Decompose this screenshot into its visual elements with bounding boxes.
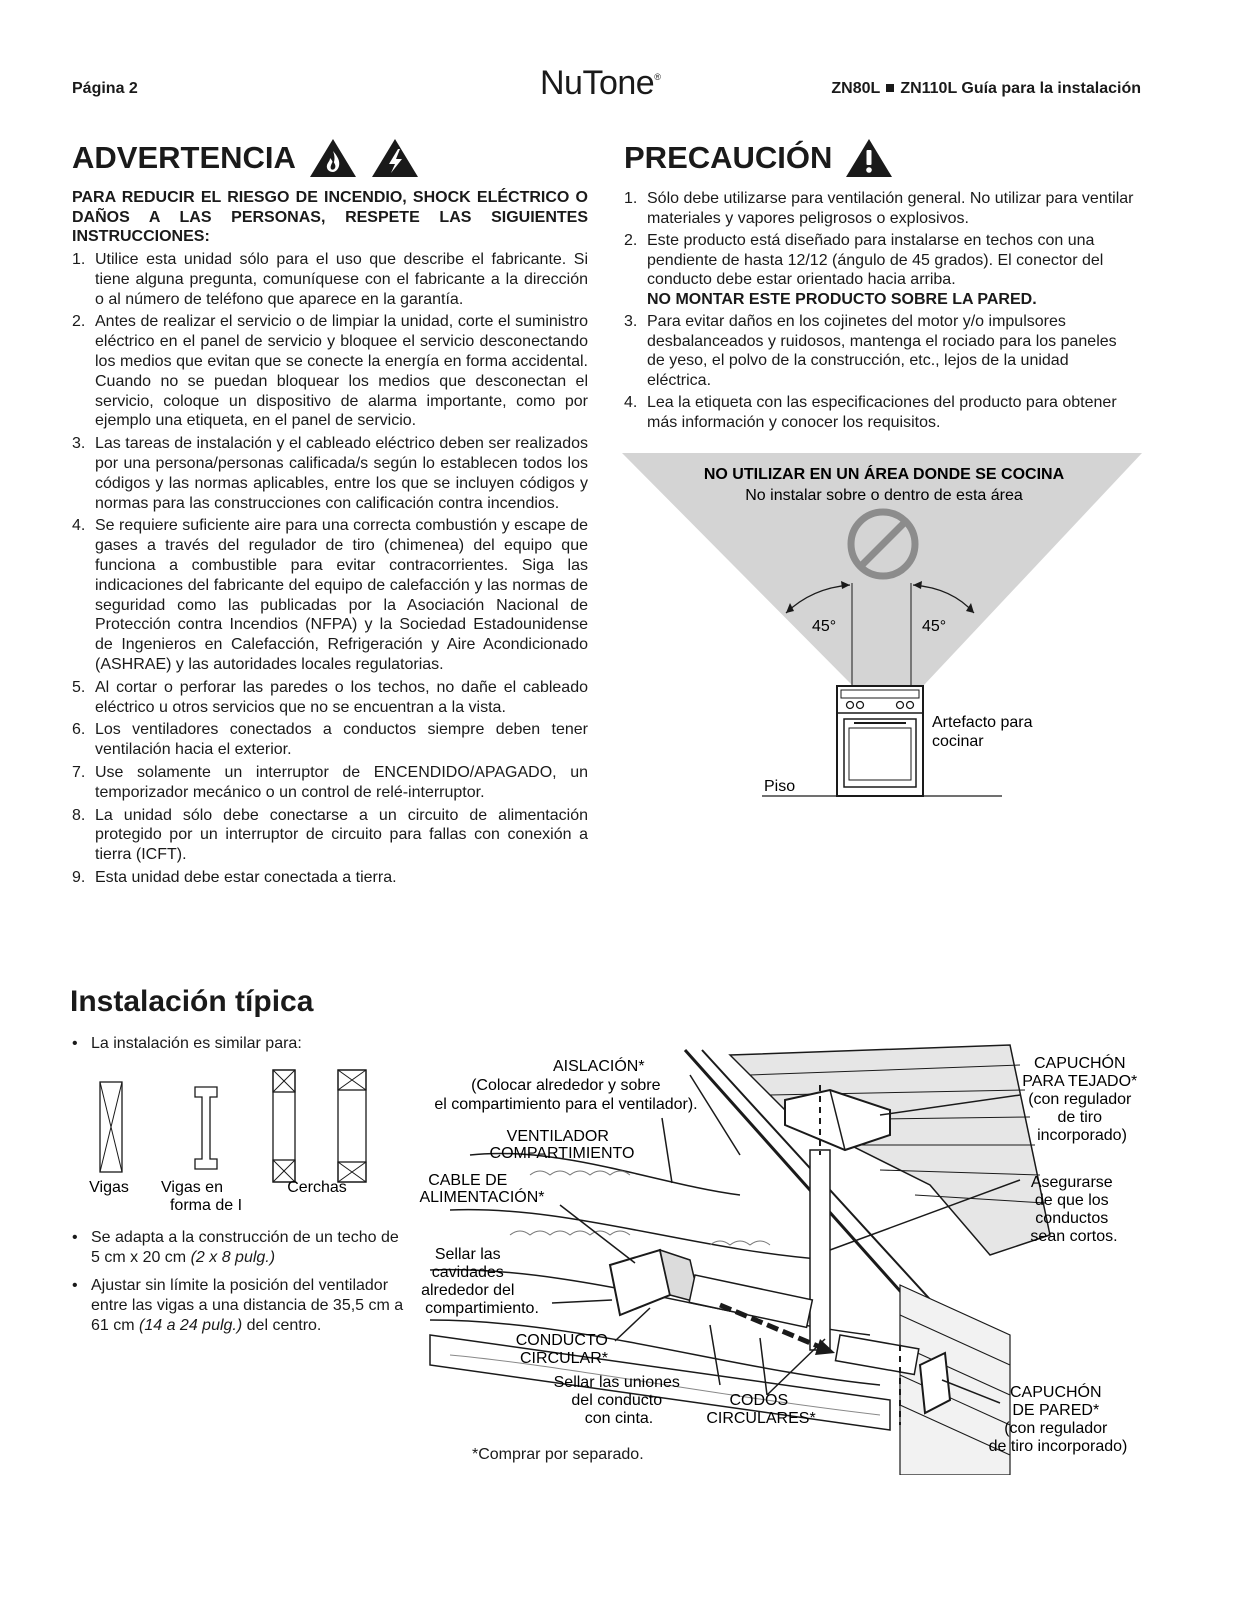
label-round-elbows: CODOS CIRCULARES* xyxy=(706,1392,816,1427)
angle-label-left: 45° xyxy=(812,618,837,635)
item-number: 6. xyxy=(72,721,86,739)
no-kitchen-diagram xyxy=(622,453,1142,803)
fire-hazard-icon xyxy=(308,137,358,179)
item-text: Los ventiladores conectados a conductos siempre deben tener ventilación hacia el exterior. xyxy=(95,721,588,759)
kitchen-title: NO UTILIZAR EN UN ÁREA DONDE SE COCINA xyxy=(703,466,1065,483)
separator-square-icon xyxy=(886,84,894,92)
bullet-italic: (14 a 24 pulg.) xyxy=(139,1316,243,1334)
item-number: 7. xyxy=(72,763,86,781)
item-bold-text: NO MONTAR ESTE PRODUCTO SOBRE LA PARED. xyxy=(647,290,1037,308)
label-wall-cap: CAPUCHÓN DE PARED* (con regulador de tiro incorporado) xyxy=(988,1384,1128,1455)
label-short-ducts: Asegurarse de que los conductos sean cortos. xyxy=(1030,1174,1118,1245)
item-number: 5. xyxy=(72,678,86,696)
electric-shock-icon xyxy=(370,137,420,179)
bullet-text-end: del centro. xyxy=(242,1316,322,1334)
warning-title: ADVERTENCIA xyxy=(72,140,296,175)
item-text: Las tareas de instalación y el cableado eléctrico deben ser realizados por una persona/personas calificada/s según lo establecen todos los códigos y las normas aplicables, entre los que se incluyen códigos y normas para las construcciones con calificación contra incendios. xyxy=(95,435,588,512)
list-item xyxy=(72,720,588,760)
list-item xyxy=(624,231,1134,309)
typical-installation-diagram xyxy=(410,1035,1150,1475)
list-item xyxy=(72,434,588,513)
item-text: La unidad sólo debe conectarse a un circuito de alimentación protegido por un interruptor de circuito para fallas con conexión a tierra (ICFT). xyxy=(95,806,588,864)
joist-label-beams: Vigas xyxy=(89,1179,129,1196)
installation-title: Instalación típica xyxy=(70,985,314,1018)
joist-label-trusses: Cerchas xyxy=(287,1179,347,1196)
bullet-position xyxy=(72,1276,411,1335)
item-number: 2. xyxy=(72,313,86,331)
item-number: 3. xyxy=(72,435,86,453)
list-item xyxy=(72,806,588,865)
list-item xyxy=(624,189,1134,228)
page-number: Página 2 xyxy=(72,80,138,97)
stove-icon xyxy=(837,686,923,796)
list-item xyxy=(72,678,588,718)
brand-logo xyxy=(540,64,660,103)
item-number: 4. xyxy=(72,517,86,535)
item-text: Se requiere suficiente aire para una correcta combustión y escape de gases a través del regulador de tiro (chimenea) del equipo que funciona a combustible para evitar contracorrientes. Siga las indicaciones del fabricante del equipo de calefacción y las normas de seguridad como las publicadas por la Asociación Nacional de Protección contra Incendios (NFPA) y la Sociedad Estadounidense de Ingenieros en Calefacción, Refrigeración y Aire Acondicionado (ASHRAE) y las autoridades locales regulatorias. xyxy=(95,517,588,673)
item-number: 8. xyxy=(72,806,86,824)
bullet-text: Ajustar sin límite la posición del ventilador entre las vigas a una distancia de 35,5 cm a 61 cm xyxy=(91,1277,404,1334)
kitchen-subtitle: No instalar sobre o dentro de esta área xyxy=(745,487,1023,504)
bullet-text: Se adapta a la construcción de un techo de 5 cm x 20 cm xyxy=(91,1229,399,1266)
list-item xyxy=(624,312,1134,390)
bullet-construction-size xyxy=(72,1228,411,1268)
item-text: Utilice esta unidad sólo para el uso que describe el fabricante. Si tiene alguna pregunta, comuníquese con el fabricante a la dirección o al número de teléfono que aparece en la garantía. xyxy=(95,251,588,308)
bullet-similar-installation: • La instalación es similar para: xyxy=(72,1034,391,1054)
angle-label-right: 45° xyxy=(922,618,947,635)
item-number: 3. xyxy=(624,313,638,330)
warning-intro: PARA REDUCIR EL RIESGO DE INCENDIO, SHOCK ELÉCTRICO O DAÑOS A LAS PERSONAS, RESPETE LAS SIGUIENTES INSTRUCCIONES: xyxy=(72,189,588,245)
list-item xyxy=(72,250,588,309)
item-text: Al cortar o perforar las paredes o los techos, no dañe el cableado eléctrico u otros servicios que no se encuentran a la vista. xyxy=(95,678,588,716)
brand-name: NuTone xyxy=(540,64,655,102)
list-item xyxy=(72,312,588,431)
model-b-title: ZN110L Guía para la instalación xyxy=(900,80,1141,97)
item-text: Para evitar daños en los cojinetes del motor y/o impulsores desbalanceados y ruidosos, mantenga el rociado para los paneles de yeso, el polvo de la construcción, etc., lejos de la unidad eléctrica. xyxy=(647,313,1117,389)
list-item xyxy=(72,763,588,803)
item-text: Lea la etiqueta con las especificaciones del producto para obtener más información y conocer los requisitos. xyxy=(647,394,1117,431)
fan-housing-icon xyxy=(610,1250,700,1315)
leader-fan-housing xyxy=(662,1118,672,1183)
document-title xyxy=(760,80,1141,98)
brand-registered-mark: ® xyxy=(654,72,661,82)
item-number: 9. xyxy=(72,868,86,886)
joist-label-ibeam-line1: Vigas en xyxy=(161,1179,223,1196)
footnote: *Comprar por separado. xyxy=(472,1446,644,1463)
caution-list xyxy=(624,189,1134,435)
model-a: ZN80L xyxy=(831,80,881,97)
floor-label: Piso xyxy=(764,778,796,795)
list-item xyxy=(72,516,588,674)
truss-icon xyxy=(273,1070,366,1182)
item-text: Esta unidad debe estar conectada a tierra. xyxy=(95,868,397,886)
label-roof-cap: CAPUCHÓN PARA TEJADO* (con regulador de tiro incorporado) xyxy=(1022,1055,1138,1144)
item-text: Sólo debe utilizarse para ventilación general. No utilizar para ventilar materiales y vapores peligrosos o explosivos. xyxy=(647,190,1134,227)
joist-types-diagram xyxy=(80,1062,390,1222)
leader-seal-cavities xyxy=(552,1300,612,1303)
label-seal-cavities: Sellar las cavidades alrededor del compartimiento. xyxy=(421,1246,539,1317)
item-number: 4. xyxy=(624,394,638,411)
list-item xyxy=(72,868,588,888)
list-item xyxy=(624,393,1134,432)
item-number: 1. xyxy=(624,190,638,207)
label-fan-housing: VENTILADOR COMPARTIMIENTO xyxy=(489,1128,635,1162)
vertical-duct xyxy=(810,1150,830,1350)
label-seal-joints: Sellar las uniones del conducto con cinta. xyxy=(553,1374,680,1427)
label-power-cable: CABLE DE ALIMENTACIÓN* xyxy=(419,1172,545,1206)
warning-list xyxy=(72,250,588,891)
item-number: 1. xyxy=(72,251,86,268)
bullet-italic: (2 x 8 pulg.) xyxy=(190,1248,276,1266)
joist-label-ibeam-line2: forma de I xyxy=(169,1197,243,1214)
warning-heading xyxy=(72,137,420,179)
caution-title: PRECAUCIÓN xyxy=(624,140,833,175)
appliance-label-line1: Artefacto para xyxy=(932,714,1033,731)
item-text: Use solamente un interruptor de ENCENDIDO/APAGADO, un temporizador mecánico o un control de relé-interruptor. xyxy=(95,763,588,801)
item-number: 2. xyxy=(624,232,638,249)
i-beam-icon xyxy=(195,1087,217,1169)
item-text: Este producto está diseñado para instalarse en techos con una pendiente de hasta 12/12 (ángulo de 45 grados). El conector del conducto debe estar orientado hacia arriba. xyxy=(647,232,1104,288)
exclamation-warning-icon xyxy=(844,137,894,179)
caution-heading xyxy=(624,137,894,179)
appliance-label-line2: cocinar xyxy=(932,733,984,750)
item-text: Antes de realizar el servicio o de limpiar la unidad, corte el suministro eléctrico en el panel de servicio y bloquee el servicio desconectando los medios que evitan que se conecte la energía en forma accidental. Cuando no se puedan bloquear los medios que desconectan el servicio, coloque un dispositivo de alarma importante, como por ejemplo una etiqueta, en el panel de servicio. xyxy=(95,313,588,430)
joist-beam-icon xyxy=(100,1082,122,1172)
label-round-duct: CONDUCTO CIRCULAR* xyxy=(515,1332,609,1367)
leader-insulation xyxy=(690,1075,740,1155)
label-insulation: AISLACIÓN* (Colocar alrededor y sobre el compartimiento para el ventilador). xyxy=(434,1058,698,1113)
